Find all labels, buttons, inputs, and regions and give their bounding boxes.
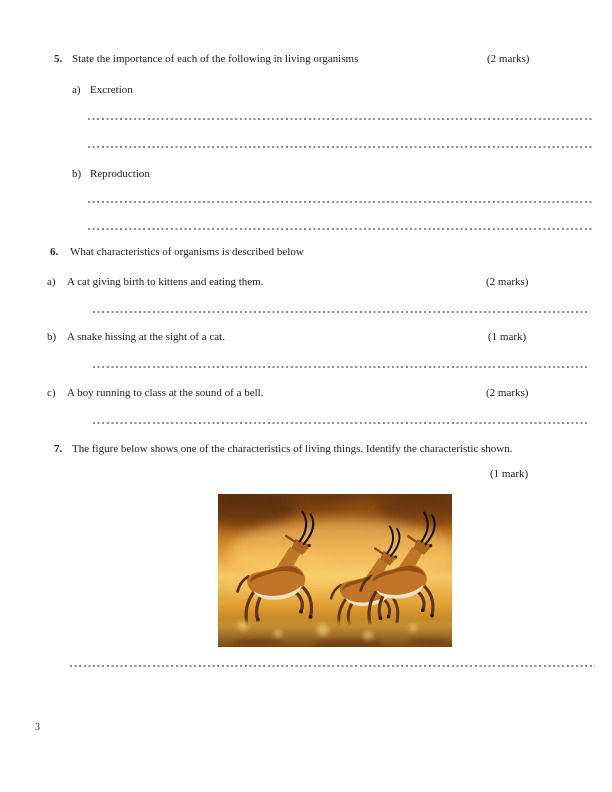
- question-6-text: What characteristics of organisms is described below: [70, 246, 304, 258]
- question-6c-marks: (2 marks): [486, 387, 529, 399]
- question-5b-label: b): [72, 168, 82, 180]
- question-6a-label: a): [47, 276, 56, 288]
- question-6c-text: A boy running to class at the sound of a bell.: [67, 387, 264, 399]
- question-6a-marks: (2 marks): [486, 276, 529, 288]
- question-6-number: 6.: [50, 246, 59, 258]
- answer-line: [70, 665, 595, 667]
- question-7-text: The figure below shows one of the characteristics of living things. Identify the characteristic shown.: [72, 443, 513, 455]
- question-6b-label: b): [47, 331, 57, 343]
- answer-line: [88, 201, 593, 203]
- question-6c-label: c): [47, 387, 56, 399]
- question-6a-text: A cat giving birth to kittens and eating them.: [67, 276, 264, 288]
- question-5a-text: Excretion: [90, 84, 133, 96]
- question-7-number: 7.: [54, 443, 63, 455]
- answer-line: [88, 228, 592, 230]
- answer-line: [88, 118, 593, 120]
- answer-line: [93, 422, 588, 424]
- answer-line: [93, 366, 588, 368]
- figure-gazelles-photo: [218, 494, 452, 647]
- page-number: 3: [35, 722, 40, 733]
- question-5a-label: a): [72, 84, 81, 96]
- question-6b-marks: (1 mark): [488, 331, 527, 343]
- question-5-marks: (2 marks): [487, 53, 530, 65]
- question-5-text: State the importance of each of the following in living organisms: [72, 53, 359, 65]
- answer-line: [93, 311, 588, 313]
- question-6b-text: A snake hissing at the sight of a cat.: [67, 331, 225, 343]
- gazelles-image: [218, 494, 452, 647]
- question-5b-text: Reproduction: [90, 168, 150, 180]
- question-7-marks: (1 mark): [490, 468, 529, 480]
- answer-line: [88, 146, 593, 148]
- question-5-number: 5.: [54, 53, 63, 65]
